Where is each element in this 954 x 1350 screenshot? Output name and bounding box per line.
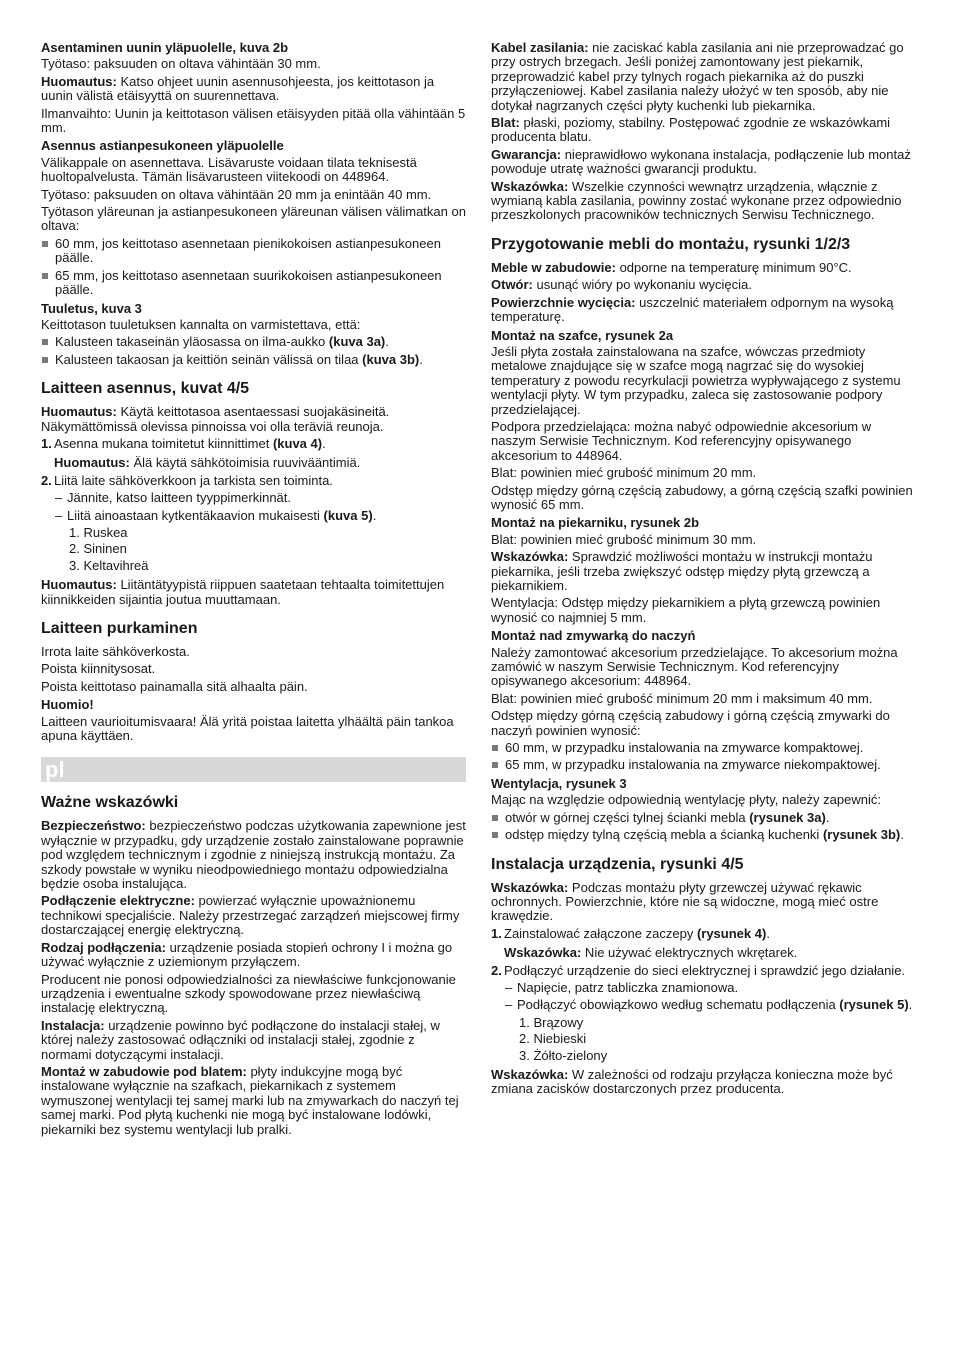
- dash-item: – Napięcie, patrz tabliczka znamionowa.: [505, 979, 739, 995]
- paragraph: Poista keittotaso painamalla sitä alhaalta päin.: [41, 678, 308, 694]
- section-heading: Wentylacja, rysunek 3: [491, 775, 627, 791]
- bullet-square-icon: [492, 745, 498, 751]
- paragraph: Blat: powinien mieć grubość minimum 20 mm.: [491, 465, 757, 481]
- section-title: Przygotowanie mebli do montażu, rysunki 1/2/3: [491, 235, 851, 253]
- bullet-square-icon: [492, 832, 498, 838]
- paragraph: Välikappale on asennettava. Lisävaruste voidaan tilata teknisestä huoltopalvelusta. Tämän lisävarusteen viitekoodi on 448964.: [41, 154, 417, 185]
- numbered-step: 1. Zainstalować załączone zaczepy (rysunek 4).: [491, 925, 770, 941]
- paragraph: Podpora przedzielająca: można nabyć odpowiednie akcesorium w naszym Serwisie Technicznym. Kod referencyjny opisywanego akcesorium to 448964.: [491, 418, 872, 463]
- paragraph: Producent nie ponosi odpowiedzialności za niewłaściwe funkcjonowanie urządzenia i ewentualne szkody spowodowane przez niewłaściwą instalację elektryczną.: [41, 971, 456, 1016]
- numbered-step: 1. Asenna mukana toimitetut kiinnittimet (kuva 4).: [41, 435, 326, 451]
- color-item: 3. Keltavihreä: [69, 557, 149, 573]
- list-item: 60 mm, w przypadku instalowania na zmywarce kompaktowej.: [491, 741, 916, 755]
- warning-heading: Huomio!: [41, 697, 94, 713]
- paragraph: Wskazówka: Sprawdzić możliwości montażu w instrukcji montażu piekarnika, jeśli trzeba zwiększyć odstęp między płytą grzewczą a piekarnikiem.: [491, 549, 873, 593]
- paragraph: Työtason yläreunan ja astianpesukoneen yläreunan välisen välimatkan on oltava:: [41, 204, 466, 234]
- section-heading: Asentaminen uunin yläpuolelle, kuva 2b: [41, 40, 289, 55]
- paragraph: Blat: powinien mieć grubość minimum 20 mm i maksimum 40 mm.: [491, 690, 873, 706]
- paragraph: Odstęp między górną częścią zabudowy i górną częścią zmywarki do naczyń powinien wynosić:: [491, 708, 890, 738]
- bullet-square-icon: [42, 241, 48, 247]
- bullet-square-icon: [492, 815, 498, 821]
- section-heading: Asennus astianpesukoneen yläpuolelle: [41, 138, 284, 154]
- paragraph: Kabel zasilania: nie zaciskać kabla zasilania ani nie przeprowadzać go przy ostrych brzegach. Jeśli poniżej zamontowany jest piekarnik, przeprowadzić kabel przy tylnych rogach piekarnika aż do puszki przyłączeniowej. Kabel zasilania należy ułożyć w ten sposób, aby nie dotykał nagrzanych części płyty kuchenki lub piekarnika.: [491, 40, 904, 113]
- step-note: Wskazówka: Nie używać elektrycznych wkrętarek.: [504, 945, 798, 961]
- dash-item: – Jännite, katso laitteen tyyppimerkinnät.: [55, 490, 292, 506]
- paragraph: Należy zamontować akcesorium przedzielające. To akcesorium można zamówić w naszym Serwisie Technicznym. Kod referencyjny opisywanego akcesorium: 448964.: [491, 644, 898, 689]
- color-item: 1. Brązowy: [519, 1014, 584, 1030]
- list-item: 60 mm, jos keittotaso asennetaan pienikokoisen astianpesukoneen päälle.: [41, 237, 466, 266]
- paragraph: Blat: płaski, poziomy, stabilny. Postępować zgodnie ze wskazówkami producenta blatu.: [491, 115, 891, 145]
- paragraph: Powierzchnie wycięcia: uszczelnić materiałem odpornym na wysoką temperaturę.: [491, 294, 894, 325]
- paragraph: Huomautus: Liitäntätyypistä riippuen saatetaan tehtaalta toimitettujen kiinnikkeiden sijaintia joutua muuttamaan.: [41, 577, 445, 607]
- paragraph: Mając na względzie odpowiednią wentylację płyty, należy zapewnić:: [491, 792, 881, 808]
- paragraph: Gwarancja: nieprawidłowo wykonana instalacja, podłączenie lub montaż powoduje utratę ważności gwarancji produktu.: [491, 146, 911, 177]
- numbered-step: 2. Podłączyć urządzenie do sieci elektrycznej i sprawdzić jego działanie.: [491, 962, 906, 978]
- color-item: 2. Niebieski: [519, 1031, 587, 1047]
- list-item: odstęp między tylną częścią mebla a ścianką kuchenki (rysunek 3b).: [491, 828, 916, 842]
- paragraph: Huomautus: Käytä keittotasoa asentaessasi suojakäsineitä. Näkymättömissä olevissa pinnoissa voi olla teräviä reunoja.: [41, 404, 390, 434]
- color-item: 1. Ruskea: [69, 524, 128, 540]
- section-heading: Tuuletus, kuva 3: [41, 300, 142, 316]
- paragraph: Instalacja: urządzenie powinno być podłączone do instalacji stałej, w której należy zastosować odłączniki od instalacji stałej, zgodnie z normami dotyczącymi instalacji.: [41, 1017, 440, 1062]
- list-item: Kalusteen takaseinän yläosassa on ilma-aukko (kuva 3a).: [41, 335, 466, 349]
- paragraph: Montaż w zabudowie pod blatem: płyty indukcyjne mogą być instalowane wyłącznie na szafkach, piekarnikach z systemem wymuszonej wentylacji tej samej marki lub na zmywarkach do naczyń tej samej marki. Pod płytą kuchenki nie mogą być instalowane lodówki, piekarniki bez systemu wentylacji lub pralki.: [41, 1063, 459, 1137]
- list-item: otwór w górnej części tylnej ścianki mebla (rysunek 3a).: [491, 811, 916, 825]
- paragraph: Meble w zabudowie: odporne na temperaturę minimum 90°C.: [491, 259, 852, 275]
- list-item: 65 mm, w przypadku instalowania na zmywarce niekompaktowej.: [491, 758, 916, 772]
- section-heading: Montaż nad zmywarką do naczyń: [491, 628, 696, 644]
- bullet-square-icon: [42, 339, 48, 345]
- section-title: Laitteen purkaminen: [41, 620, 198, 637]
- language-code: pl: [45, 757, 65, 783]
- numbered-step: 2. Liitä laite sähköverkkoon ja tarkista sen toiminta.: [41, 472, 333, 488]
- paragraph: Irrota laite sähköverkosta.: [41, 644, 190, 659]
- paragraph: Rodzaj podłączenia: urządzenie posiada stopień ochrony I i można go używać wyłącznie z uziemionym przyłączem.: [41, 939, 453, 970]
- paragraph: Odstęp między górną częścią zabudowy, a górną częścią szafki powinien wynosić 65 mm.: [491, 482, 913, 512]
- paragraph: Jeśli płyta została zainstalowana na szafce, wówczas przedmioty metalowe znajdujące się w szafce mogą nagrzać się do wysokiej temperatury z powodu recyrkulacji powietrza wypływającego z systemu wentylacji płyty. W tym przypadku, zaleca się zastosowanie podpory przedzielającej.: [491, 343, 901, 417]
- paragraph: Työtaso: paksuuden on oltava vähintään 30 mm.: [41, 56, 321, 72]
- bullet-square-icon: [492, 762, 498, 768]
- paragraph: Wskazówka: Podczas montażu płyty grzewczej używać rękawic ochronnych. Powierzchnie, które nie są widoczne, mogą mieć ostre krawędzie.: [491, 879, 879, 924]
- dash-item: – Liitä ainoastaan kytkentäkaavion mukaisesti (kuva 5).: [55, 507, 377, 523]
- paragraph: Podłączenie elektryczne: powierzać wyłącznie upoważnionemu technikowi specjaliście. Należy przestrzegać zarządzeń miejscowej firmy dostarczającej energię elektryczną.: [41, 893, 460, 938]
- paragraph: Bezpieczeństwo: bezpieczeństwo podczas użytkowania zapewnione jest wyłącznie w przypadku, gdy urządzenie zostało zainstalowane poprawnie pod względem technicznym i zgodnie z niniejszą instrukcją montażu. Za szkody powstałe w wyniku nieodpowiedniego montażu odpowiedzialna będzie osoba instalująca.: [41, 818, 466, 892]
- paragraph: Poista kiinnitysosat.: [41, 661, 156, 677]
- paragraph: Otwór: usunąć wióry po wykonaniu wycięcia.: [491, 277, 752, 293]
- paragraph: Wskazówka: W zależności od rodzaju przyłącza konieczna może być zmiana zacisków dostarczonych przez producenta.: [491, 1066, 893, 1097]
- list-item: Kalusteen takaosan ja keittiön seinän välissä on tilaa (kuva 3b).: [41, 353, 466, 367]
- paragraph: Työtaso: paksuuden on oltava vähintään 20 mm ja enintään 40 mm.: [41, 186, 432, 202]
- color-item: 2. Sininen: [69, 541, 127, 557]
- paragraph: Blat: powinien mieć grubość minimum 30 mm.: [491, 531, 757, 547]
- section-title: Instalacja urządzenia, rysunki 4/5: [491, 855, 744, 873]
- bullet-square-icon: [42, 357, 48, 363]
- dash-item: – Podłączyć obowiązkowo według schematu podłączenia (rysunek 5).: [505, 997, 913, 1013]
- section-heading: Montaż na szafce, rysunek 2a: [491, 327, 674, 343]
- color-item: 3. Żółto-zielony: [519, 1047, 608, 1063]
- paragraph: Wentylacja: Odstęp między piekarnikiem a płytą grzewczą powinien wynosić co najmniej 5 mm.: [491, 595, 881, 625]
- bullet-square-icon: [42, 273, 48, 279]
- paragraph: Wskazówka: Wszelkie czynności wewnątrz urządzenia, włącznie z wymianą kabla zasilania, powinny zostać wykonane przez odpowiednio przeszkolonych pracowników technicznych Serwisu Technicznego.: [491, 178, 902, 223]
- language-bar: [41, 757, 466, 782]
- paragraph: Ilmanvaihto: Uunin ja keittotason välisen etäisyyden pitää olla vähintään 5 mm.: [41, 105, 466, 136]
- paragraph: Laitteen vaurioitumisvaara! Älä yritä poistaa laitetta ylhäältä päin tankoa apuna käyttäen.: [41, 713, 454, 744]
- list-item: 65 mm, jos keittotaso asennetaan suurikokoisen astianpesukoneen päälle.: [41, 269, 466, 298]
- section-title: Ważne wskazówki: [41, 794, 179, 812]
- left-column: [41, 41, 466, 1140]
- section-title: Laitteen asennus, kuvat 4/5: [41, 380, 250, 398]
- paragraph: Huomautus: Katso ohjeet uunin asennusohjeesta, jos keittotason ja uunin välistä etäisyyttä on suurennettava.: [41, 73, 435, 104]
- right-column: [491, 41, 916, 1100]
- step-note: Huomautus: Älä käytä sähkötoimisia ruuvivääntimiä.: [54, 455, 361, 471]
- section-heading: Montaż na piekarniku, rysunek 2b: [491, 515, 700, 531]
- paragraph: Keittotason tuuletuksen kannalta on varmistettava, että:: [41, 316, 361, 332]
